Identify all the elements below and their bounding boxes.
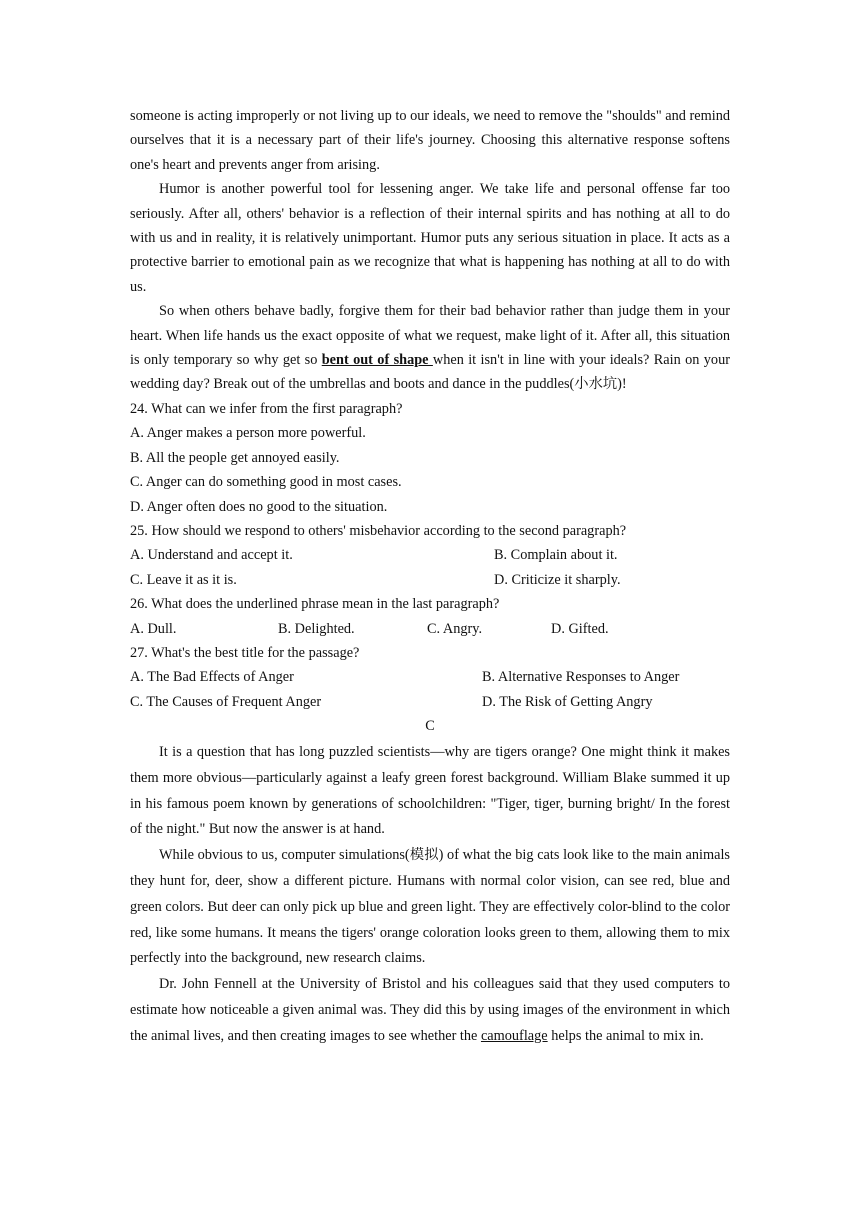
paragraph-text: helps the animal to mix in.: [547, 1027, 704, 1044]
option-a: A. Understand and accept it.: [130, 547, 293, 564]
options-row: [130, 690, 730, 714]
option-a: A. The Bad Effects of Anger: [130, 669, 294, 686]
paragraph-text: Dr. John Fennell at the University of Bristol and his colleagues said that they used computers to estimate how noticeable a given animal was. They did this by using images of the environment in which the animal lives, and then creating images to see whether the: [130, 976, 730, 1044]
question-stem: 27. What's the best title for the passage?: [130, 644, 360, 661]
option-c: C. Leave it as it is.: [130, 571, 237, 588]
passage-c: [130, 714, 730, 1050]
option-b: B. All the people get annoyed easily.: [130, 449, 340, 466]
option-d: D. Anger often does no good to the situation.: [130, 498, 388, 515]
options-row: [130, 568, 730, 592]
option-d: D. Gifted.: [551, 620, 609, 637]
paragraph-text: when it isn't in line with your ideals? Rain on your wedding day? Break out of the umbrellas and boots and dance in the puddles(小水坑)!: [130, 352, 730, 393]
document-page: [130, 104, 730, 1050]
passage-b-paragraph-2: Humor is another powerful tool for lessening anger. We take life and personal offense far too seriously. After all, others' behavior is a reflection of their internal spirits and has nothing at all to do with us and in reality, it is relatively unimportant. Humor puts any serious situation in place. It acts as a protective barrier to emotional pain as we recognize that what is happening has nothing at all to do with us.: [130, 181, 730, 295]
underlined-word: camouflage: [480, 1027, 548, 1044]
paragraph-text: So when others behave badly, forgive them for their bad behavior rather than judge them in your heart. When life hands us the exact opposite of what we request, make light of it. After all, this situation is only temporary so why get so: [130, 303, 730, 369]
passage-c-paragraph-2: While obvious to us, computer simulations(模拟) of what the big cats look like to the main animals they hunt for, deer, show a different picture. Humans with normal color vision, can see red, blue and green colors. But deer can only pick up blue and green light. They are effectively color-blind to the color red, like some humans. It means the tigers' orange coloration looks green to them, allowing them to mix perfectly into the background, new research claims.: [130, 847, 730, 967]
option-c: C. Anger can do something good in most cases.: [130, 474, 402, 491]
question-stem: 24. What can we infer from the first paragraph?: [130, 400, 403, 417]
option-c: C. Angry.: [427, 620, 483, 637]
question-stem: 26. What does the underlined phrase mean in the last paragraph?: [130, 596, 500, 613]
passage-b-paragraph-1: someone is acting improperly or not living up to our ideals, we need to remove the "shoulds" and remind ourselves that it is a necessary part of their life's journey. Choosing this alternative response softens one's heart and prevents anger from arising.: [130, 108, 730, 173]
question-27: [130, 641, 730, 714]
passage-c-paragraph-3: [130, 972, 730, 1049]
option-c: C. The Causes of Frequent Anger: [130, 693, 322, 710]
option-b: B. Alternative Responses to Anger: [482, 669, 680, 686]
passage-c-paragraph-1: It is a question that has long puzzled scientists—why are tigers orange? One might think it makes them more obvious—particularly against a leafy green forest background. William Blake summed it up in his famous poem known by generations of schoolchildren: "Tiger, tiger, burning bright/ In the forest of the night." But now the answer is at hand.: [130, 744, 730, 838]
options-row: [130, 665, 730, 689]
section-letter: C: [425, 718, 435, 735]
underlined-phrase: bent out of shape: [321, 352, 433, 369]
option-d: D. Criticize it sharply.: [494, 571, 621, 588]
question-24: [130, 397, 730, 519]
options-row: [130, 543, 730, 567]
option-b: B. Delighted.: [278, 620, 355, 637]
question-25: [130, 519, 730, 592]
option-b: B. Complain about it.: [494, 547, 618, 564]
question-26: [130, 592, 730, 641]
options-row: [130, 617, 730, 641]
question-stem: 25. How should we respond to others' misbehavior according to the second paragraph?: [130, 522, 627, 539]
passage-b-paragraph-3: [130, 299, 730, 397]
option-d: D. The Risk of Getting Angry: [482, 693, 653, 710]
option-a: A. Dull.: [130, 620, 177, 637]
option-a: A. Anger makes a person more powerful.: [130, 425, 366, 442]
